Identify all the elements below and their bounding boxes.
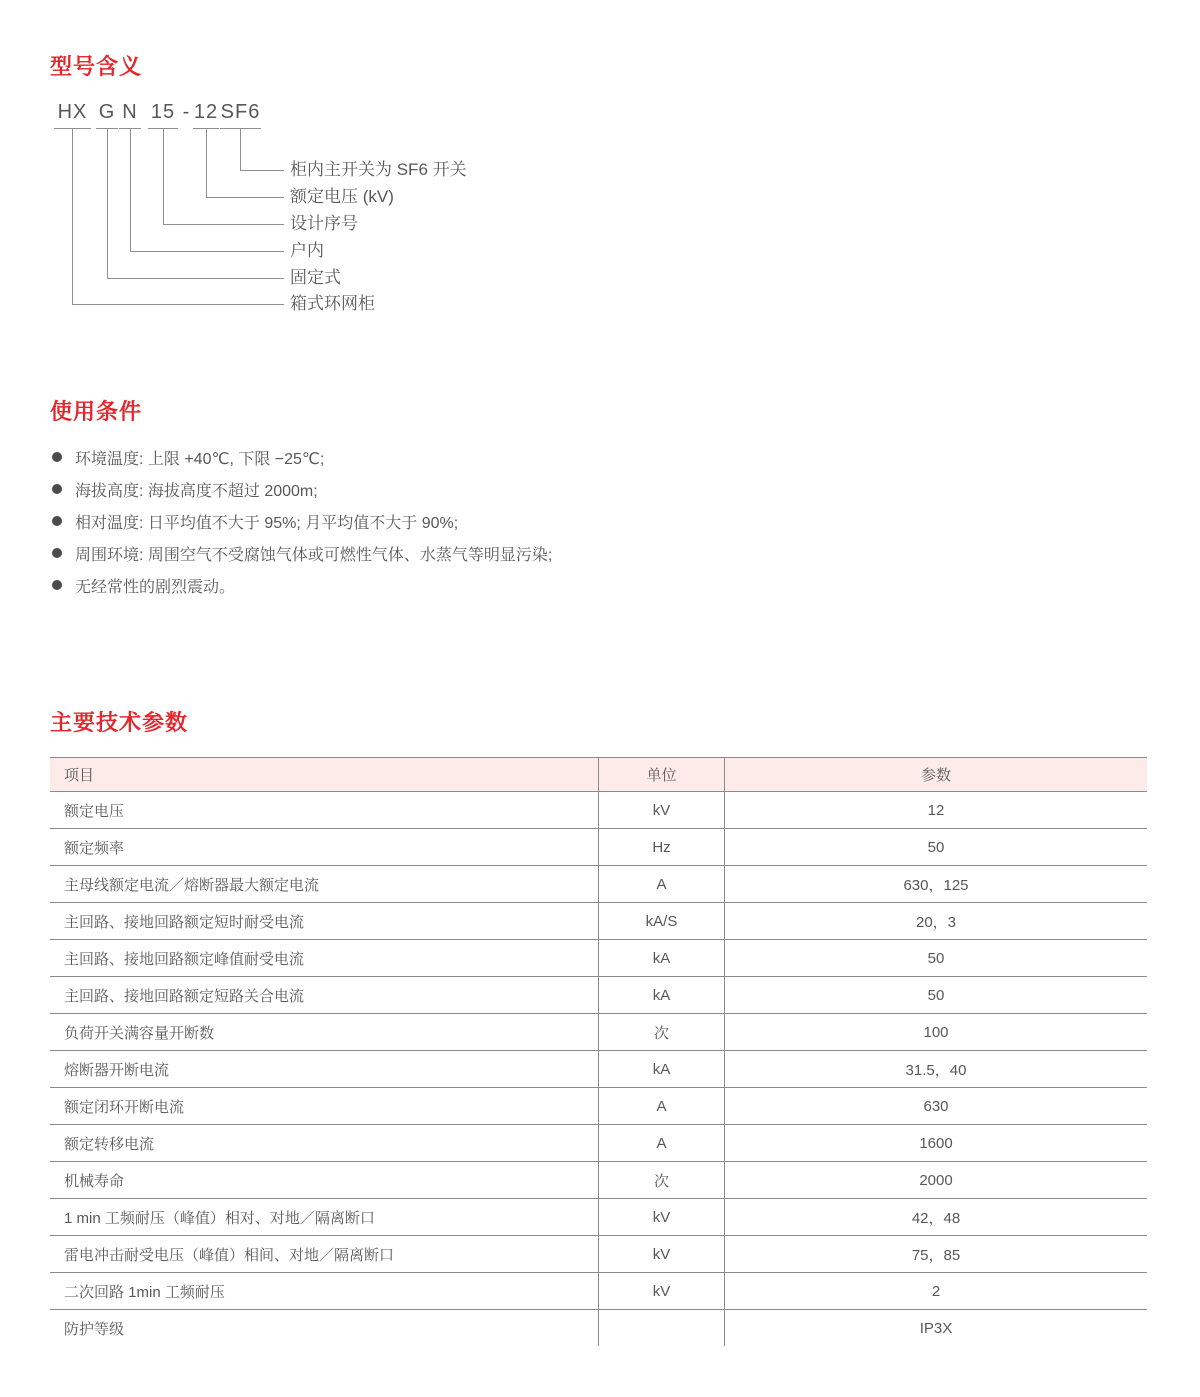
condition-text: 相对温度: 日平均值不大于 95%; 月平均值不大于 90%;: [75, 514, 459, 532]
table-row: [50, 940, 1147, 977]
condition-item: [52, 473, 552, 505]
table-cell-unit: kV: [598, 1199, 725, 1235]
condition-text: 无经常性的剧烈震动。: [75, 578, 236, 596]
conditions-list: [52, 441, 552, 601]
table-cell-value: 20，3: [915, 913, 957, 931]
model-label-indoor: 户内: [290, 241, 324, 260]
table-cell-unit: 次: [598, 1162, 725, 1198]
table-row: [50, 1310, 1147, 1346]
table-row: [50, 1199, 1147, 1236]
table-row: [50, 866, 1147, 903]
table-cell-unit: kV: [598, 1273, 725, 1309]
table-cell-item: 额定闭环开断电流: [64, 1098, 185, 1116]
table-cell-item: 主回路、接地回路额定短路关合电流: [64, 987, 305, 1005]
table-cell-value: IP3X: [919, 1319, 953, 1337]
table-cell-item: 雷电冲击耐受电压（峰值）相间、对地／隔离断口: [64, 1246, 395, 1264]
table-cell-unit: A: [598, 866, 725, 902]
table-cell-item: 主回路、接地回路额定峰值耐受电流: [64, 950, 305, 968]
table-cell-item: 熔断器开断电流: [64, 1061, 170, 1079]
table-cell-item: 额定转移电流: [64, 1135, 155, 1153]
table-cell-unit: [598, 1310, 725, 1346]
section-title-conditions: 使用条件: [50, 399, 143, 424]
condition-item: [52, 505, 552, 537]
table-cell-value: 50: [927, 838, 945, 856]
section-title-parameters: 主要技术参数: [50, 710, 189, 735]
table-row: [50, 1273, 1147, 1310]
table-row: [50, 1236, 1147, 1273]
bullet-icon: [52, 452, 62, 462]
table-row: [50, 792, 1147, 829]
table-row: [50, 1088, 1147, 1125]
section-title-model-meaning: 型号含义: [50, 54, 143, 79]
model-label-design-no: 设计序号: [290, 214, 358, 233]
table-cell-item: 1 min 工频耐压（峰值）相对、对地／隔离断口: [64, 1209, 375, 1227]
table-cell-value: 42，48: [911, 1209, 961, 1227]
table-cell-value: 75，85: [911, 1246, 961, 1264]
parameters-table-body: [50, 792, 1147, 1346]
bullet-icon: [52, 548, 62, 558]
bullet-icon: [52, 580, 62, 590]
table-cell-value: 100: [923, 1023, 949, 1041]
table-cell-unit: kV: [598, 792, 725, 828]
table-cell-unit: Hz: [598, 829, 725, 865]
model-token-12: 12: [193, 101, 219, 129]
table-row: [50, 1014, 1147, 1051]
table-cell-unit: A: [598, 1125, 725, 1161]
table-cell-unit: kA: [598, 977, 725, 1013]
table-cell-item: 机械寿命: [64, 1172, 125, 1190]
table-cell-item: 防护等级: [64, 1320, 125, 1338]
condition-item: [52, 441, 552, 473]
condition-text: 周围环境: 周围空气不受腐蚀气体或可燃性气体、水蒸气等明显污染;: [75, 546, 553, 564]
model-connector-line: [72, 128, 284, 305]
table-cell-item: 负荷开关满容量开断数: [64, 1024, 215, 1042]
table-cell-unit: kA: [598, 1051, 725, 1087]
model-label-voltage: 额定电压 (kV): [290, 187, 394, 206]
table-cell-item: 额定电压: [64, 802, 125, 820]
parameters-table: [50, 757, 1147, 1346]
table-cell-item: 额定频率: [64, 839, 125, 857]
table-header-unit: 单位: [598, 758, 725, 791]
table-cell-unit: kV: [598, 1236, 725, 1272]
table-row: [50, 1125, 1147, 1162]
table-cell-unit: kA/S: [598, 903, 725, 939]
table-cell-value: 630，125: [903, 876, 969, 894]
table-cell-value: 630: [923, 1097, 949, 1115]
table-header-row: [50, 757, 1147, 792]
condition-text: 海拔高度: 海拔高度不超过 2000m;: [75, 482, 318, 500]
bullet-icon: [52, 516, 62, 526]
model-label-sf6: 柜内主开关为 SF6 开关: [290, 160, 467, 179]
bullet-icon: [52, 484, 62, 494]
table-row: [50, 977, 1147, 1014]
model-label-rmu: 箱式环网柜: [290, 294, 375, 313]
model-token-n: N: [119, 101, 141, 129]
model-token-hx: HX: [54, 101, 91, 129]
table-cell-value: 12: [927, 801, 945, 819]
table-cell-value: 50: [927, 986, 945, 1004]
table-cell-unit: A: [598, 1088, 725, 1124]
table-cell-value: 2000: [919, 1171, 953, 1189]
table-cell-item: 主回路、接地回路额定短时耐受电流: [64, 913, 305, 931]
table-cell-value: 31.5，40: [905, 1061, 967, 1079]
model-token-15: 15: [148, 101, 178, 129]
table-cell-value: 1600: [919, 1134, 953, 1152]
table-header-value: 参数: [920, 767, 951, 784]
table-row: [50, 1051, 1147, 1088]
model-token-sf6: SF6: [220, 101, 261, 129]
model-token-g: G: [96, 101, 118, 129]
table-cell-value: 2: [931, 1282, 941, 1300]
table-cell-item: 二次回路 1min 工频耐压: [64, 1283, 225, 1301]
table-cell-item: 主母线额定电流／熔断器最大额定电流: [64, 876, 320, 894]
table-row: [50, 903, 1147, 940]
table-cell-unit: kA: [598, 940, 725, 976]
table-cell-value: 50: [927, 949, 945, 967]
model-label-fixed: 固定式: [290, 268, 341, 287]
table-row: [50, 829, 1147, 866]
table-row: [50, 1162, 1147, 1199]
condition-item: [52, 569, 552, 601]
condition-text: 环境温度: 上限 +40℃, 下限 −25℃;: [75, 450, 325, 468]
table-header-item: 项目: [64, 767, 95, 784]
model-token-separator: -: [182, 101, 190, 123]
table-cell-unit: 次: [598, 1014, 725, 1050]
condition-item: [52, 537, 552, 569]
